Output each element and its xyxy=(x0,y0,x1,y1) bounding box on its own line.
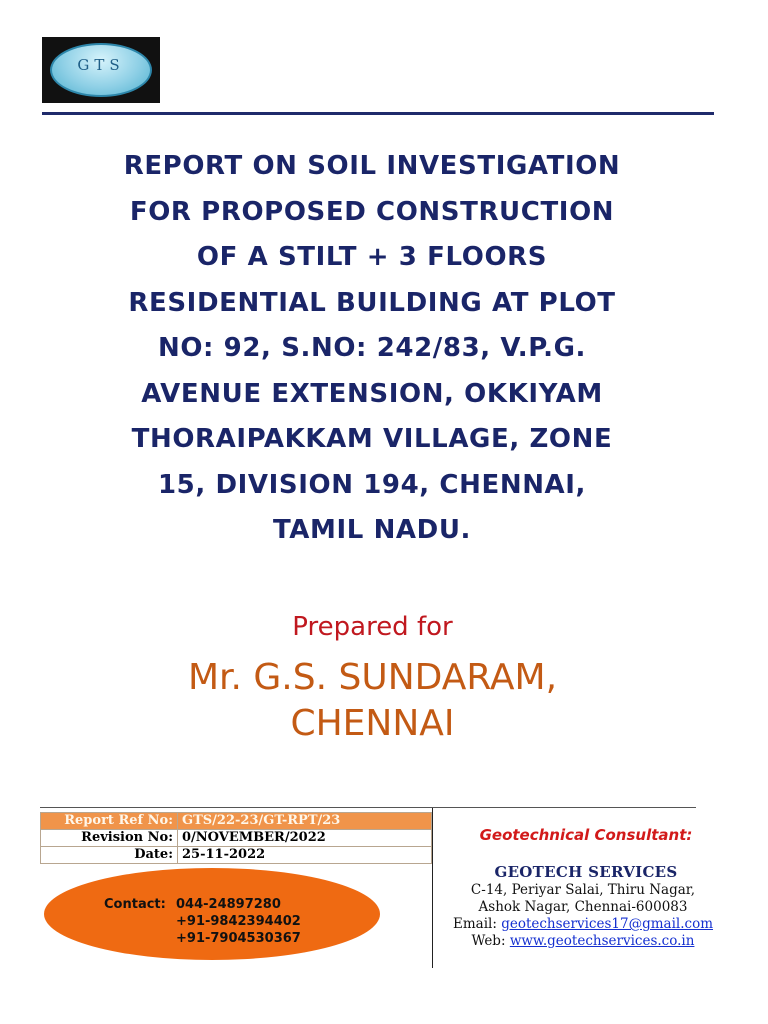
contact-phone: +91-7904530367 xyxy=(176,931,301,946)
title-line: 15, DIVISION 194, CHENNAI, xyxy=(157,469,587,500)
consultant-address xyxy=(432,882,734,950)
title-line: FOR PROPOSED CONSTRUCTION xyxy=(129,196,615,227)
client-name xyxy=(0,655,745,747)
revision-row xyxy=(41,830,432,847)
email-link[interactable]: geotechservices17@gmail.com xyxy=(501,916,713,932)
footer-divider xyxy=(40,807,696,808)
title-line: TAMIL NADU. xyxy=(272,515,472,545)
header-divider xyxy=(42,112,714,115)
title-line: AVENUE EXTENSION, OKKIYAM xyxy=(141,378,603,409)
title-line: NO: 92, S.NO: 242/83, V.P.G. xyxy=(157,333,587,363)
client-name-line: Mr. G.S. SUNDARAM, xyxy=(187,657,558,698)
revision-value: 0/NOVEMBER/2022 xyxy=(178,830,432,847)
report-title xyxy=(60,144,684,554)
logo-oval xyxy=(50,43,152,97)
email-label: Email: xyxy=(453,916,497,932)
contact-oval xyxy=(44,868,380,960)
client-city-line: CHENNAI xyxy=(290,703,455,744)
consultant-name: GEOTECH SERVICES xyxy=(494,863,678,881)
title-line: OF A STILT + 3 FLOORS xyxy=(196,242,548,272)
company-logo xyxy=(42,37,160,103)
title-line: RESIDENTIAL BUILDING AT PLOT xyxy=(128,287,616,318)
web-label: Web: xyxy=(471,933,506,949)
contact-phone: 044-24897280 xyxy=(176,897,281,912)
contact-phone: +91-9842394402 xyxy=(176,914,301,929)
date-value: 25-11-2022 xyxy=(178,847,432,864)
prepared-for-label: Prepared for xyxy=(292,612,453,642)
report-ref-label: Report Ref No: xyxy=(41,813,178,830)
date-row xyxy=(41,847,432,864)
address-line: C-14, Periyar Salai, Thiru Nagar, xyxy=(470,882,696,898)
report-info-table xyxy=(40,812,432,864)
contact-label: Contact: xyxy=(104,897,166,912)
logo-text: GTS xyxy=(77,56,125,74)
title-line: REPORT ON SOIL INVESTIGATION xyxy=(123,151,621,181)
title-line: THORAIPAKKAM VILLAGE, ZONE xyxy=(131,424,613,454)
revision-label: Revision No: xyxy=(41,830,178,847)
report-ref-row xyxy=(41,813,432,830)
date-label: Date: xyxy=(41,847,178,864)
address-line: Ashok Nagar, Chennai-600083 xyxy=(478,899,688,915)
consultant-label: Geotechnical Consultant: xyxy=(479,826,693,844)
website-link[interactable]: www.geotechservices.co.in xyxy=(509,933,695,949)
report-ref-value: GTS/22-23/GT-RPT/23 xyxy=(178,813,432,830)
